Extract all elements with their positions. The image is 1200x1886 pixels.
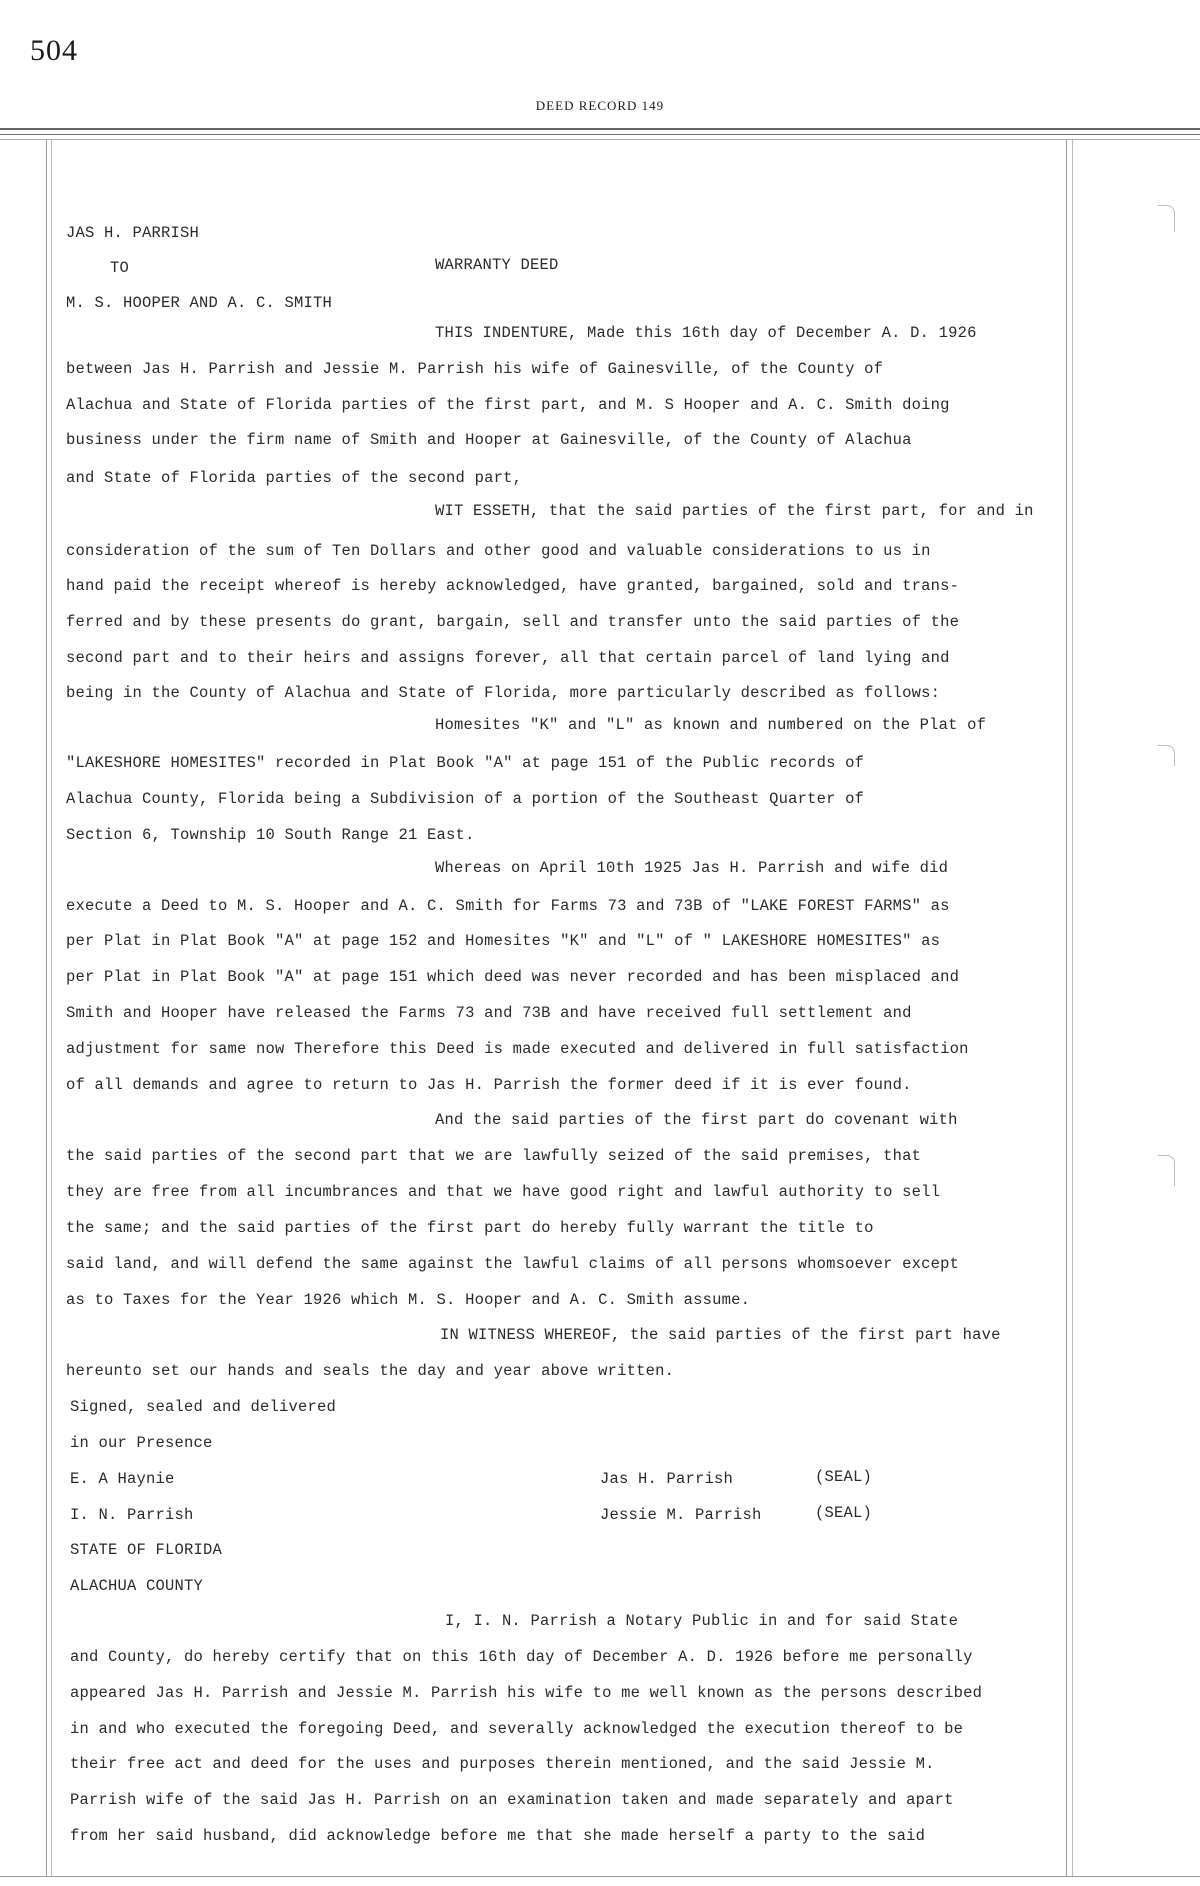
notary-line: from her said husband, did acknowledge before me that she made herself a party to the said: [70, 1827, 926, 1845]
deed-line: THIS INDENTURE, Made this 16th day of December A. D. 1926: [435, 324, 977, 342]
deed-line: Section 6, Township 10 South Range 21 East.: [66, 826, 475, 844]
deed-line: IN WITNESS WHEREOF, the said parties of the first part have: [440, 1326, 1001, 1344]
witness-name: I. N. Parrish: [70, 1506, 194, 1524]
notary-line: appeared Jas H. Parrish and Jessie M. Parrish his wife to me well known as the persons described: [70, 1684, 983, 1702]
deed-line: "LAKESHORE HOMESITES" recorded in Plat Book "A" at page 151 of the Public records of: [66, 754, 865, 772]
deed-line: adjustment for same now Therefore this Deed is made executed and delivered in full satisfaction: [66, 1040, 969, 1058]
deed-line: the same; and the said parties of the first part do hereby fully warrant the title to: [66, 1219, 874, 1237]
deed-line: Alachua County, Florida being a Subdivision of a portion of the Southeast Quarter of: [66, 790, 865, 808]
deed-line: Homesites "K" and "L" as known and numbered on the Plat of: [435, 716, 987, 734]
deed-line: ferred and by these presents do grant, bargain, sell and transfer unto the said parties of the: [66, 613, 960, 631]
deed-line: hereunto set our hands and seals the day and year above written.: [66, 1362, 675, 1380]
seal-mark: (SEAL): [815, 1468, 873, 1486]
seal-mark: (SEAL): [815, 1504, 873, 1522]
deed-type: WARRANTY DEED: [435, 256, 559, 274]
page-number: 504: [30, 34, 78, 67]
notary-line: their free act and deed for the uses and purposes therein mentioned, and the said Jessie M.: [70, 1755, 935, 1773]
signed-line: Signed, sealed and delivered: [70, 1398, 337, 1416]
to-label: TO: [110, 259, 130, 277]
deed-line: per Plat in Plat Book "A" at page 152 and Homesites "K" and "L" of " LAKESHORE HOMESITES" as: [66, 932, 941, 950]
deed-line: consideration of the sum of Ten Dollars and other good and valuable considerations to us in: [66, 542, 931, 560]
deed-line: second part and to their heirs and assigns forever, all that certain parcel of land lying and: [66, 649, 950, 667]
deed-line: being in the County of Alachua and State of Florida, more particularly described as follows:: [66, 684, 941, 702]
deed-line: business under the firm name of Smith and Hooper at Gainesville, of the County of Alachua: [66, 431, 912, 449]
deed-line: Alachua and State of Florida parties of the first part, and M. S Hooper and A. C. Smith doing: [66, 396, 950, 414]
witness-name: E. A Haynie: [70, 1470, 175, 1488]
signature-name: Jas H. Parrish: [600, 1470, 734, 1488]
notary-line: and County, do hereby certify that on this 16th day of December A. D. 1926 before me personally: [70, 1648, 973, 1666]
deed-line: Whereas on April 10th 1925 Jas H. Parrish and wife did: [435, 859, 949, 877]
deed-line: they are free from all incumbrances and that we have good right and lawful authority to sell: [66, 1183, 941, 1201]
deed-line: as to Taxes for the Year 1926 which M. S. Hooper and A. C. Smith assume.: [66, 1291, 751, 1309]
presence-line: in our Presence: [70, 1434, 213, 1452]
notary-line: Parrish wife of the said Jas H. Parrish on an examination taken and made separately and apart: [70, 1791, 954, 1809]
deed-line: of all demands and agree to return to Jas H. Parrish the former deed if it is ever found.: [66, 1076, 912, 1094]
deed-line: the said parties of the second part that we are lawfully seized of the said premises, that: [66, 1147, 922, 1165]
deed-line: Smith and Hooper have released the Farms 73 and 73B and have received full settlement and: [66, 1004, 912, 1022]
grantor: JAS H. PARRISH: [66, 224, 200, 242]
signature-name: Jessie M. Parrish: [600, 1506, 762, 1524]
deed-line: and State of Florida parties of the second part,: [66, 469, 523, 487]
deed-line: execute a Deed to M. S. Hooper and A. C. Smith for Farms 73 and 73B of "LAKE FOREST FARMS" as: [66, 897, 950, 915]
deed-line: between Jas H. Parrish and Jessie M. Parrish his wife of Gainesville, of the County of: [66, 360, 884, 378]
notary-line: in and who executed the foregoing Deed, and severally acknowledged the execution thereof to be: [70, 1720, 964, 1738]
notary-line: I, I. N. Parrish a Notary Public in and for said State: [445, 1612, 959, 1630]
record-header: DEED RECORD 149: [535, 98, 665, 113]
deed-line: said land, and will defend the same against the lawful claims of all persons whomsoever except: [66, 1255, 960, 1273]
grantees: M. S. HOOPER AND A. C. SMITH: [66, 294, 333, 312]
deed-line: And the said parties of the first part do covenant with: [435, 1111, 958, 1129]
deed-line: hand paid the receipt whereof is hereby acknowledged, have granted, bargained, sold and trans-: [66, 577, 960, 595]
deed-line: WIT ESSETH, that the said parties of the first part, for and in: [435, 502, 1034, 520]
venue-county: ALACHUA COUNTY: [70, 1577, 204, 1595]
venue-state: STATE OF FLORIDA: [70, 1541, 223, 1559]
deed-line: per Plat in Plat Book "A" at page 151 which deed was never recorded and has been misplaced and: [66, 968, 960, 986]
